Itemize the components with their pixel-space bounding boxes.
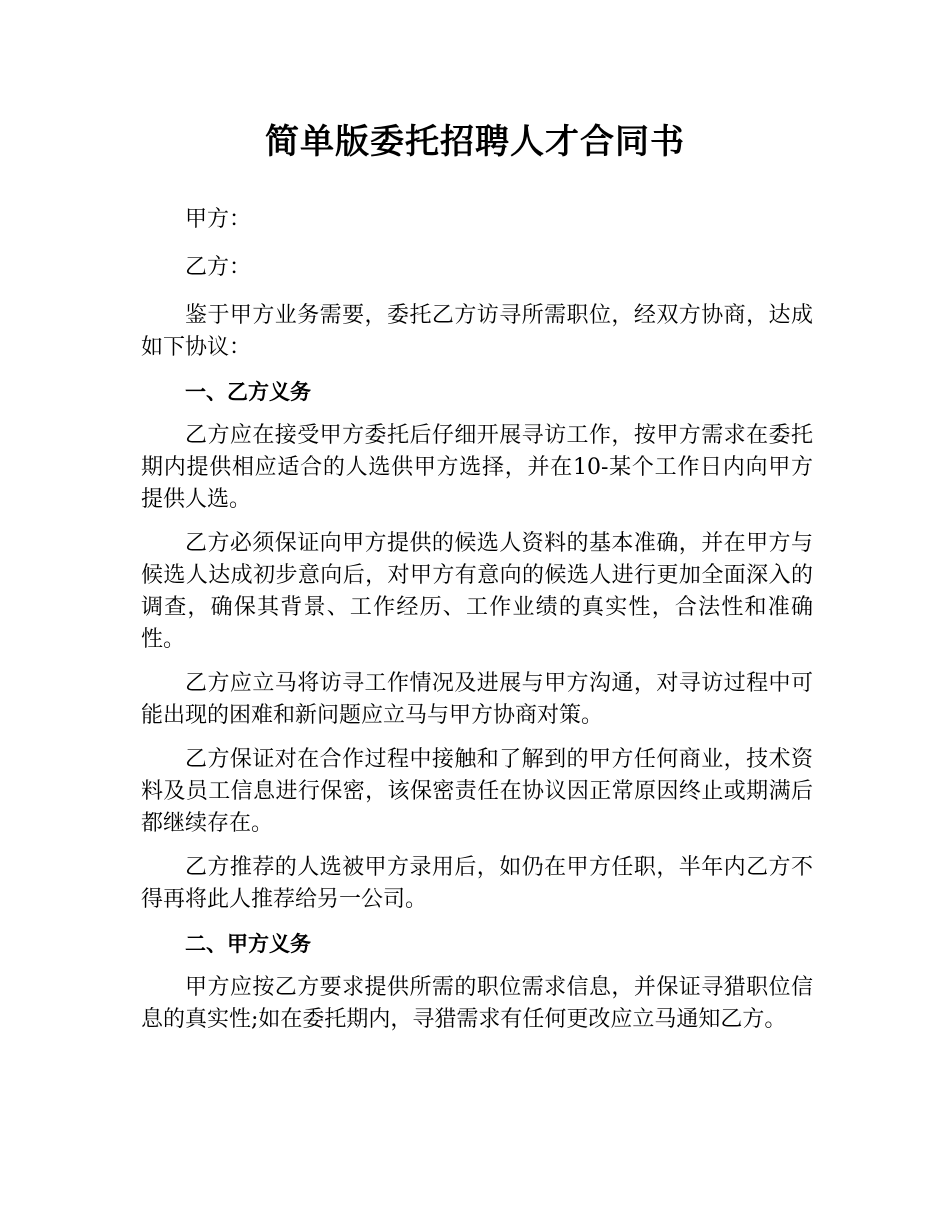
- document-title: 简单版委托招聘人才合同书: [265, 122, 685, 162]
- section-2-paragraph-1: 甲方应按乙方要求提供所需的职位需求信息，并保证寻猎职位信息的真实性;如在委托期内，寻猎需求有任何更改应立马通知乙方。: [141, 975, 813, 1032]
- section-heading-party-a-obligations: 二、甲方义务: [185, 932, 311, 956]
- preamble-paragraph: 鉴于甲方业务需要，委托乙方访寻所需职位，经双方协商，达成如下协议：: [141, 303, 813, 360]
- section-1-paragraph-4: 乙方保证对在合作过程中接触和了解到的甲方任何商业，技术资料及员工信息进行保密，该保密责任在协议因正常原因终止或期满后都继续存在。: [141, 747, 813, 836]
- section-heading-party-b-obligations: 一、乙方义务: [185, 380, 311, 404]
- document-body: [141, 204, 813, 1048]
- section-1-paragraph-5: 乙方推荐的人选被甲方录用后，如仍在甲方任职，半年内乙方不得再将此人推荐给另一公司。: [141, 855, 813, 912]
- party-b-label: 乙方：: [185, 255, 252, 280]
- section-1-paragraph-2: 乙方必须保证向甲方提供的候选人资料的基本准确，并在甲方与候选人达成初步意向后，对甲方有意向的候选人进行更加全面深入的调查，确保其背景、工作经历、工作业绩的真实性，合法性和准确性。: [141, 531, 813, 652]
- section-1-paragraph-3: 乙方应立马将访寻工作情况及进展与甲方沟通，对寻访过程中可能出现的困难和新问题应立马与甲方协商对策。: [141, 671, 813, 728]
- section-1-paragraph-1: 乙方应在接受甲方委托后仔细开展寻访工作，按甲方需求在委托期内提供相应适合的人选供甲方选择，并在10-某个工作日内向甲方提供人选。: [141, 423, 813, 512]
- party-a-label: 甲方：: [185, 207, 252, 232]
